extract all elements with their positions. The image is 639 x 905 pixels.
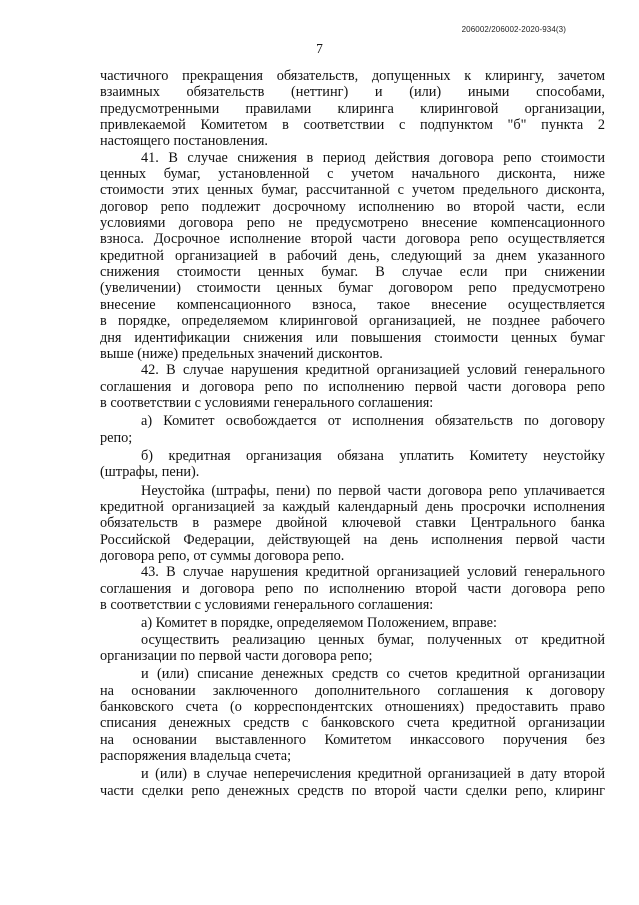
text-line: кредитной организацией в рабочий день, следующий за днем указанного bbox=[100, 247, 605, 264]
text-line: и (или) в случае неперечисления кредитной организацией в дату второй bbox=[141, 766, 605, 783]
text-line: 41. В случае снижения в период действия договора репо стоимости bbox=[141, 149, 605, 166]
document-registration-number: 206002/206002-2020-934(3) bbox=[461, 25, 566, 34]
text-line: на основании заключенного дополнительного соглашения к договору bbox=[100, 682, 605, 699]
text-line: договор репо подлежит досрочному исполнению во второй части, если bbox=[100, 198, 605, 215]
text-line: а) Комитет освобождается от исполнения обязательств по договору bbox=[141, 413, 605, 430]
text-line: настоящего постановления. bbox=[100, 133, 269, 150]
text-line: Неустойка (штрафы, пени) по первой части договора репо уплачивается bbox=[141, 482, 605, 499]
text-line: на основании выставленного Комитетом инкассового поручения без bbox=[100, 731, 605, 748]
page-number: 7 bbox=[316, 41, 323, 56]
text-line: банковского счета (о корреспондентских отношениях) предоставить право bbox=[100, 699, 605, 716]
text-line: списания денежных средств с банковского счета кредитной организации bbox=[100, 715, 605, 732]
text-line: б) кредитная организация обязана уплатить Комитету неустойку bbox=[141, 447, 605, 464]
text-line: (штрафы, пени). bbox=[100, 464, 200, 481]
text-line: предусмотренными правилами клиринга клиринговой организации, bbox=[100, 100, 605, 117]
text-line: снижения стоимости ценных бумаг. В случае если при снижении bbox=[100, 264, 605, 281]
text-line: взноса. Досрочное исполнение второй части договора репо осуществляется bbox=[100, 231, 605, 248]
text-line: Российской Федерации, действующей на день исполнения первой части bbox=[100, 531, 605, 548]
text-line: и (или) списание денежных средств со счетов кредитной организации bbox=[141, 666, 605, 683]
text-line: внесение компенсационного взноса, такое внесение осуществляется bbox=[100, 296, 605, 313]
text-line: выше (ниже) предельных значений дисконтов. bbox=[100, 345, 383, 362]
text-line: в порядке, определяемом клиринговой организацией, не позднее рабочего bbox=[100, 313, 605, 330]
text-line: репо; bbox=[100, 429, 133, 446]
text-line: распоряжения владельца счета; bbox=[100, 748, 292, 765]
text-line: соглашения и договора репо по исполнению второй части договора репо bbox=[100, 580, 605, 597]
text-line: договора репо, от суммы договора репо. bbox=[100, 547, 345, 564]
text-line: (увеличении) стоимости ценных бумаг договором репо предусмотрено bbox=[100, 280, 605, 297]
text-line: взаимных обязательств (неттинг) и (или) иными способами, bbox=[100, 84, 605, 101]
text-line: части сделки репо денежных средств по второй части сделки репо, клиринг bbox=[100, 782, 605, 799]
text-line: в соответствии с условиями генерального соглашения: bbox=[100, 394, 434, 411]
text-line: соглашения и договора репо по исполнению первой части договора репо bbox=[100, 378, 605, 395]
text-line: дня идентификации снижения или повышения стоимости ценных бумаг bbox=[100, 329, 605, 346]
text-line: частичного прекращения обязательств, допущенных к клирингу, зачетом bbox=[100, 68, 605, 84]
text-line: привлекаемой Комитетом в соответствии с подпунктом "б" пункта 2 bbox=[100, 117, 605, 134]
text-line: условиями договора репо не предусмотрено внесение компенсационного bbox=[100, 215, 605, 232]
text-line: 42. В случае нарушения кредитной организацией условий генерального bbox=[141, 362, 605, 379]
text-line: а) Комитет в порядке, определяемом Положением, вправе: bbox=[141, 615, 497, 632]
text-line: ценных бумаг, установленной с учетом начального дисконта, ниже bbox=[100, 166, 605, 183]
document-body bbox=[100, 68, 605, 799]
text-line: осуществить реализацию ценных бумаг, полученных от кредитной bbox=[141, 631, 605, 648]
text-line: 43. В случае нарушения кредитной организацией условий генерального bbox=[141, 564, 605, 581]
text-line: кредитной организацией за каждый календарный день просрочки исполнения bbox=[100, 498, 605, 515]
text-line: организации по первой части договора репо; bbox=[100, 648, 373, 665]
text-line: обязательств в размере двойной ключевой ставки Центрального банка bbox=[100, 515, 605, 532]
text-line: стоимости этих ценных бумаг, рассчитанной с учетом предельного дисконта, bbox=[100, 182, 605, 199]
text-line: в соответствии с условиями генерального соглашения: bbox=[100, 597, 434, 613]
